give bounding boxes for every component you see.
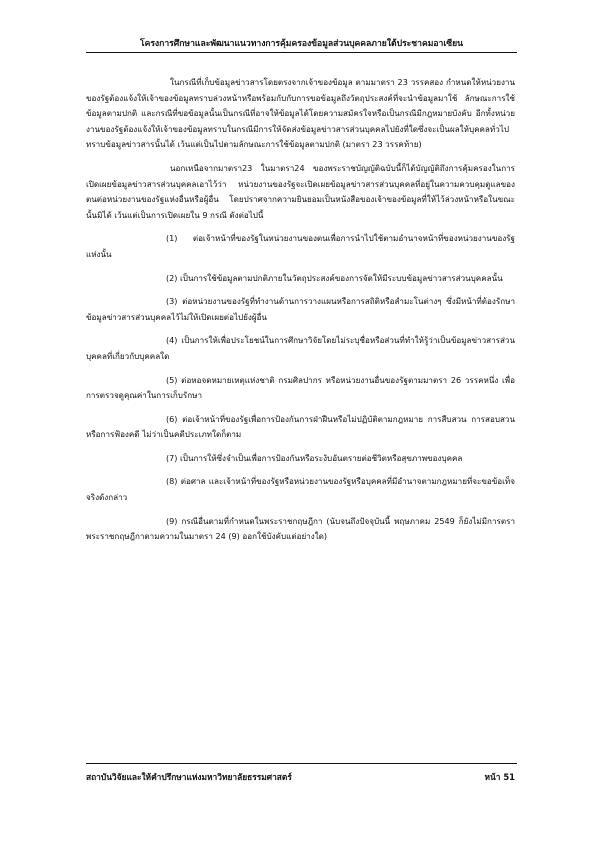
list-item: (6) ต่อเจ้าหน้าที่ของรัฐเพื่อการป้องกันการฝ่าฝืนหรือไม่ปฏิบัติตามกฎหมาย การสืบสวน การสอบสวน หรือการฟ้องคดี ไม่ว่าเป็นคดีประเภทใดก็ตาม <box>86 413 515 440</box>
page-header: โครงการศึกษาและพัฒนาแนวทางการคุ้มครองข้อมูลส่วนบุคคลภายใต้ประชาคมอาเซียน <box>139 39 464 49</box>
list-item: (3) ต่อหน่วยงานของรัฐที่ทำงานด้านการวางแผนหรือการสถิติหรือสำมะโนต่างๆ ซึ่งมีหน้าที่ต้องรักษาข้อมูลข่าวสารส่วนบุคคลไว้ไม่ให้เปิดเผยต่อไปยังผู้อื่น <box>86 296 515 322</box>
paragraph: นอกเหนือจากมาตรา23 ในมาตรา24 ของพระราชบัญญัติฉบับนี้ก็ได้บัญญัติถึงการคุ้มครองในการเปิดเผยข้อมูลข่าวสารส่วนบุคคลเอาไว้ว่า หน่วยงานของรัฐจะเปิดเผยข้อมูลข่าวสารส่วนบุคคลที่อยู่ในความควบคุมดูแลของตนต่อหน่วยงานของรัฐแห่งอื่นหรือผู้อื่น โดยปราศจากความยินยอมเป็นหนังสือของเจ้าของข้อมูลที่ให้ไว้ล่วงหน้าหรือในขณะนั้นมิได้ เว้นแต่เป็นการเปิดเผยใน 9 กรณี ดังต่อไปนี้ <box>86 162 515 220</box>
footer-rule <box>86 763 517 764</box>
list-item: (8) ต่อศาล และเจ้าหน้าที่ของรัฐหรือหน่วยงานของรัฐหรือบุคคลที่มีอำนาจตามกฎหมายที่จะขอข้อเท็จจริงดังกล่าว <box>86 476 515 503</box>
header-rule <box>86 52 517 53</box>
footer-institute: สถาบันวิจัยและให้คำปรึกษาแห่งมหาวิทยาลัยธรรมศาสตร์ <box>86 772 292 782</box>
list-item: (5) ต่อหอจดหมายเหตุแห่งชาติ กรมศิลปากร หรือหน่วยงานอื่นของรัฐตามมาตรา 26 วรรคหนึ่ง เพื่อการตรวจดูคุณค่าในการเก็บรักษา <box>86 374 515 401</box>
paragraph: ในกรณีที่เก็บข้อมูลข่าวสารโดยตรงจากเจ้าของข้อมูล ตามมาตรา 23 วรรคสอง กำหนดให้หน่วยงานของรัฐต้องแจ้งให้เจ้าของข้อมูลทราบล่วงหน้าหรือพร้อมกับกับการขอข้อมูลถึงวัตถุประสงค์ที่จะนำข้อมูลมาใช้ ลักษณะการใช้ข้อมูลตามปกติ และกรณีที่ขอข้อมูลนั้นเป็นกรณีที่อาจให้ข้อมูลได้โดยความสมัครใจหรือเป็นกรณีมีกฎหมายบังคับ อีกทั้งหน่วยงานของรัฐต้องแจ้งให้เจ้าของข้อมูลทราบในกรณีมีการให้จัดส่งข้อมูลข่าวสารส่วนบุคคลไปยังที่ใดซึ่งจะเป็นผลให้บุคคลทั่วไปทราบข้อมูลข่าวสารนั้นได้ เว้นแต่เป็นไปตามลักษณะการใช้ข้อมูลตามปกติ (มาตรา 23 วรรคท้าย) <box>86 77 515 150</box>
list-item: (1) ต่อเจ้าหน้าที่ของรัฐในหน่วยงานของตนเพื่อการนำไปใช้ตามอำนาจหน้าที่ของหน่วยงานของรัฐแห่งนั้น <box>86 233 515 259</box>
page-footer <box>86 770 515 784</box>
document-body <box>86 75 515 553</box>
page-number: หน้า 51 <box>484 772 515 782</box>
list-item: (4) เป็นการให้เพื่อประโยชน์ในการศึกษาวิจัยโดยไม่ระบุชื่อหรือส่วนที่ทำให้รู้ว่าเป็นข้อมูลข่าวสารส่วนบุคคลที่เกี่ยวกับบุคคลใด <box>86 335 515 361</box>
list-item: (9) กรณีอื่นตามที่กำหนดในพระราชกฤษฎีกา (นับจนถึงปัจจุบันนี้ พฤษภาคม 2549 ก็ยังไม่มีการตราพระราชกฤษฎีกาตามความในมาตรา 24 (9) ออกใช้บังคับแต่อย่างใด) <box>86 515 515 542</box>
list-item: (2) เป็นการใช้ข้อมูลตามปกติภายในวัตถุประสงค์ของการจัดให้มีระบบข้อมูลข่าวสารส่วนบุคคลนั้น <box>166 272 503 283</box>
list-item: (7) เป็นการให้ซึ่งจำเป็นเพื่อการป้องกันหรือระงับอันตรายต่อชีวิตหรือสุขภาพของบุคคล <box>166 452 463 463</box>
